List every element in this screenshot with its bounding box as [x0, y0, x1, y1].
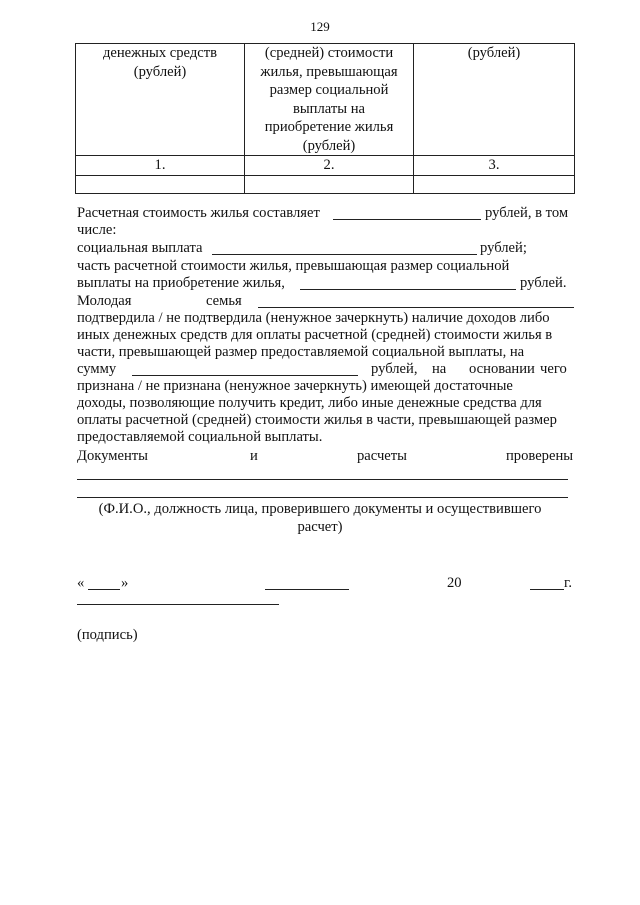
text-family: семья: [206, 293, 242, 309]
text-line-9: признана / не признана (ненужное зачеркнуть) имеющей достаточные: [77, 378, 513, 394]
text-cost-label: Расчетная стоимость жилья составляет: [77, 205, 320, 221]
text-sum-label: сумму: [77, 361, 117, 377]
table-header-row: [76, 44, 575, 156]
blank-social-payment: [212, 254, 477, 255]
text-young-family: Молодая: [77, 293, 132, 309]
table-empty-row: [76, 175, 575, 193]
text-sum-which: чего: [540, 361, 567, 377]
signature-label: (подпись): [77, 627, 138, 643]
text-part-line1: часть расчетной стоимости жилья, превышающая размер социальной: [77, 258, 510, 274]
table-header-cell-3: (рублей): [414, 44, 575, 156]
table-number-row: [76, 156, 575, 176]
blank-month: [265, 589, 349, 590]
date-year-suffix: г.: [564, 575, 572, 591]
table-empty-cell: [245, 175, 414, 193]
page-number: 129: [310, 19, 330, 34]
text-line-12: предоставляемой социальной выплаты.: [77, 429, 323, 445]
text-calculations: расчеты: [357, 448, 407, 464]
text-including: числе:: [77, 222, 117, 238]
caption-checker-line1: (Ф.И.О., должность лица, проверившего документы и осуществившего: [98, 501, 542, 517]
text-line-6: иных денежных средств для оплаты расчетной (средней) стоимости жилья в: [77, 327, 553, 343]
text-sum-rubles: рублей,: [371, 361, 418, 377]
text-line-10: доходы, позволяющие получить кредит, либо иные денежные средства для: [77, 395, 542, 411]
blank-cost: [333, 219, 481, 220]
table-header-cell-2: (средней) стоимости жилья, превышающая размер социальной выплаты на приобретение жилья (рублей): [245, 44, 414, 156]
text-social-payment-suffix: рублей;: [480, 240, 527, 256]
text-sum-na: на: [432, 361, 447, 377]
text-sum-basis: основании: [469, 361, 535, 377]
data-table: [75, 43, 575, 194]
blank-part: [300, 289, 516, 290]
table-number-3: 3.: [414, 156, 575, 176]
table-empty-cell: [414, 175, 575, 193]
text-line-11: оплаты расчетной (средней) стоимости жилья в части, превышающей размер: [77, 412, 557, 428]
table-empty-cell: [76, 175, 245, 193]
text-and: и: [250, 448, 258, 464]
caption-checker-line2: расчет): [297, 519, 343, 535]
text-social-payment: социальная выплата: [77, 240, 203, 256]
blank-day: [88, 589, 120, 590]
blank-family: [258, 307, 574, 308]
text-part-suffix: рублей.: [520, 275, 567, 291]
text-documents: Документы: [77, 448, 148, 464]
blank-checker-line-1: [77, 479, 568, 480]
text-cost-suffix: рублей, в том: [485, 205, 569, 221]
blank-sum: [132, 375, 358, 376]
table-header-cell-1: денежных средств (рублей): [76, 44, 245, 156]
date-quote-close: »: [121, 575, 129, 591]
text-line-7: части, превышающей размер предоставляемой социальной выплаты, на: [77, 344, 525, 360]
text-line-5: подтвердила / не подтвердила (ненужное зачеркнуть) наличие доходов либо: [77, 310, 550, 326]
table-number-2: 2.: [245, 156, 414, 176]
table-number-1: 1.: [76, 156, 245, 176]
date-year-prefix: 20: [447, 575, 462, 591]
text-checked: проверены: [506, 448, 574, 464]
date-quote-open: «: [77, 575, 85, 591]
blank-checker-line-2: [77, 497, 568, 498]
text-part-line2: выплаты на приобретение жилья,: [77, 275, 285, 291]
blank-year: [530, 589, 564, 590]
blank-signature: [77, 604, 279, 605]
